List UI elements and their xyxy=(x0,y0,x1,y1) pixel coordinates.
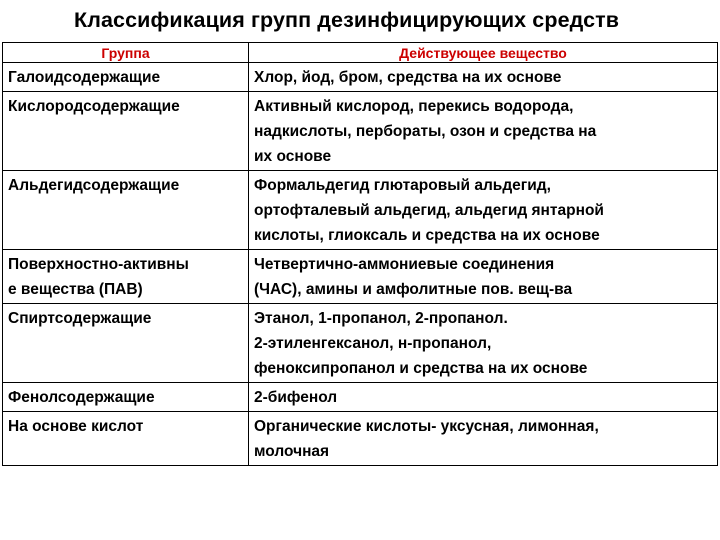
group-cell xyxy=(3,383,249,412)
classification-table xyxy=(2,42,718,466)
group-cell xyxy=(3,250,249,304)
substance-text: 2-бифенол xyxy=(254,389,338,406)
substance-cell xyxy=(249,171,718,250)
group-text: Фенолсодержащие xyxy=(8,389,155,406)
group-cell xyxy=(3,92,249,171)
substance-text: Этанол, 1-пропанол, 2-пропанол. 2-этиленгексанол, н-пропанол, феноксипропанол и средства на их основе xyxy=(254,310,588,377)
table-row xyxy=(3,171,718,250)
group-cell xyxy=(3,412,249,466)
table-row xyxy=(3,383,718,412)
table-row xyxy=(3,250,718,304)
substance-text: Хлор, йод, бром, средства на их основе xyxy=(254,69,562,86)
substance-cell xyxy=(249,250,718,304)
substance-text: Органические кислоты- уксусная, лимонная, молочная xyxy=(254,418,599,460)
substance-text: Формальдегид глютаровый альдегид, ортофталевый альдегид, альдегид янтарной кислоты, глиоксаль и средства на их основе xyxy=(254,177,604,244)
group-cell xyxy=(3,63,249,92)
substance-text: Активный кислород, перекись водорода, надкислоты, пербораты, озон и средства на их основе xyxy=(254,98,597,165)
group-cell xyxy=(3,304,249,383)
substance-cell xyxy=(249,412,718,466)
group-text: Спиртсодержащие xyxy=(8,310,152,327)
group-text: Поверхностно-активны е вещества (ПАВ) xyxy=(8,256,189,298)
header-group: Группа xyxy=(3,43,249,63)
group-text: Кислородсодержащие xyxy=(8,98,180,115)
substance-cell xyxy=(249,63,718,92)
group-text: На основе кислот xyxy=(8,418,144,435)
header-substance: Действующее вещество xyxy=(249,43,718,63)
table-header-row xyxy=(3,43,718,63)
table-row xyxy=(3,412,718,466)
substance-cell xyxy=(249,383,718,412)
page-title: Классификация групп дезинфицирующих средств xyxy=(74,8,620,32)
group-text: Галоидсодержащие xyxy=(8,69,161,86)
group-text: Альдегидсодержащие xyxy=(8,177,180,194)
table-row xyxy=(3,92,718,171)
substance-cell xyxy=(249,92,718,171)
table-row xyxy=(3,63,718,92)
group-cell xyxy=(3,171,249,250)
substance-cell xyxy=(249,304,718,383)
table-row xyxy=(3,304,718,383)
substance-text: Четвертично-аммониевые соединения (ЧАС), амины и амфолитные пов. вещ-ва xyxy=(254,256,573,298)
